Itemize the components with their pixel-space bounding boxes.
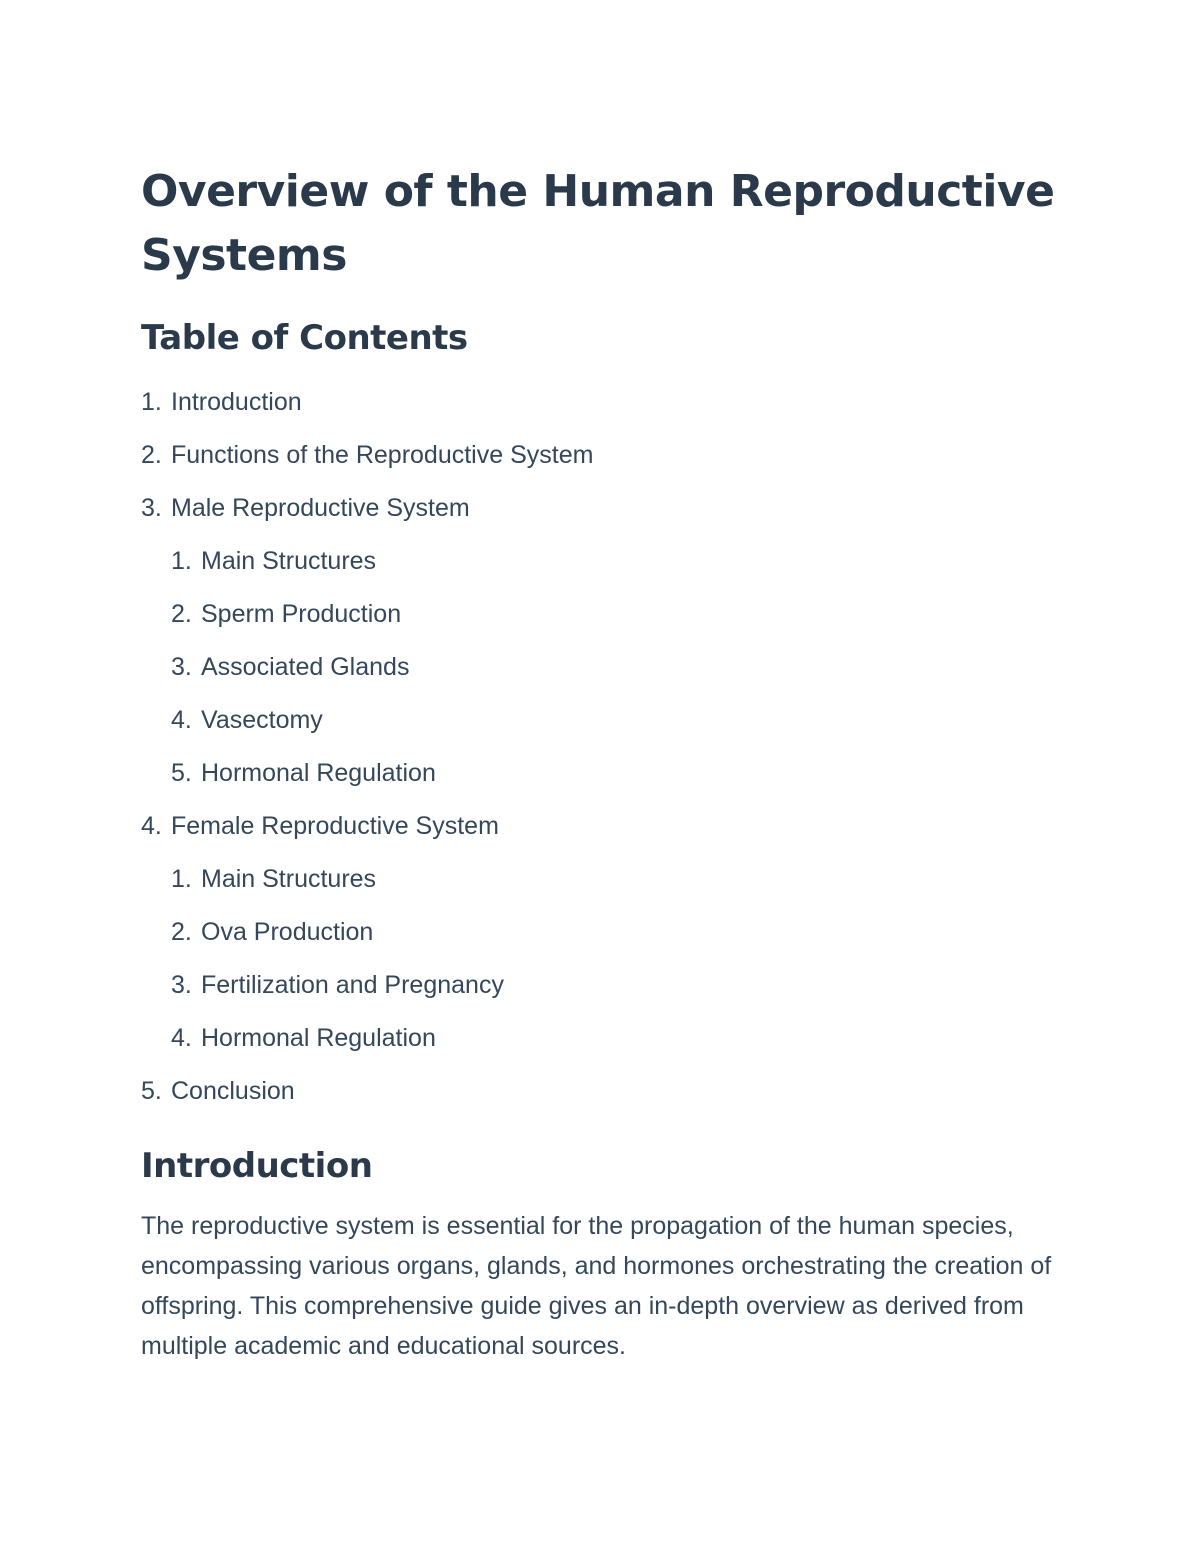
introduction-heading: Introduction <box>141 1146 373 1186</box>
toc-subitem-fertilization-pregnancy[interactable]: 3. Fertilization and Pregnancy <box>171 971 504 999</box>
toc-item-functions[interactable]: 2. Functions of the Reproductive System <box>141 441 594 469</box>
toc-item-male-system[interactable]: 3. Male Reproductive System <box>141 494 470 522</box>
toc-subitem-male-main-structures[interactable]: 1. Main Structures <box>171 547 377 575</box>
toc-subitem-vasectomy[interactable]: 4. Vasectomy <box>171 706 323 734</box>
toc-subitem-associated-glands[interactable]: 3. Associated Glands <box>171 653 410 681</box>
toc-subitem-sperm-production[interactable]: 2. Sperm Production <box>171 600 402 628</box>
toc-subitem-male-hormonal-regulation[interactable]: 5. Hormonal Regulation <box>171 759 436 787</box>
toc-subitem-female-main-structures[interactable]: 1. Main Structures <box>171 865 377 893</box>
document-page <box>141 160 1061 1366</box>
toc-subitem-female-hormonal-regulation[interactable]: 4. Hormonal Regulation <box>171 1024 436 1052</box>
introduction-paragraph: The reproductive system is essential for the propagation of the human species, encompassing various organs, glands, and hormones orchestrating the creation of offspring. This comprehensive guide gives an in-depth overview as derived from multiple academic and educational sources. <box>141 1212 1052 1360</box>
toc-heading: Table of Contents <box>141 318 468 358</box>
toc-item-female-system[interactable]: 4. Female Reproductive System <box>141 812 499 840</box>
toc-item-introduction[interactable]: 1. Introduction <box>141 388 302 416</box>
toc-item-conclusion[interactable]: 5. Conclusion <box>141 1077 295 1105</box>
toc-subitem-ova-production[interactable]: 2. Ova Production <box>171 918 374 946</box>
table-of-contents <box>141 376 1061 1118</box>
document-title: Overview of the Human Reproductive Systems <box>141 166 1055 281</box>
